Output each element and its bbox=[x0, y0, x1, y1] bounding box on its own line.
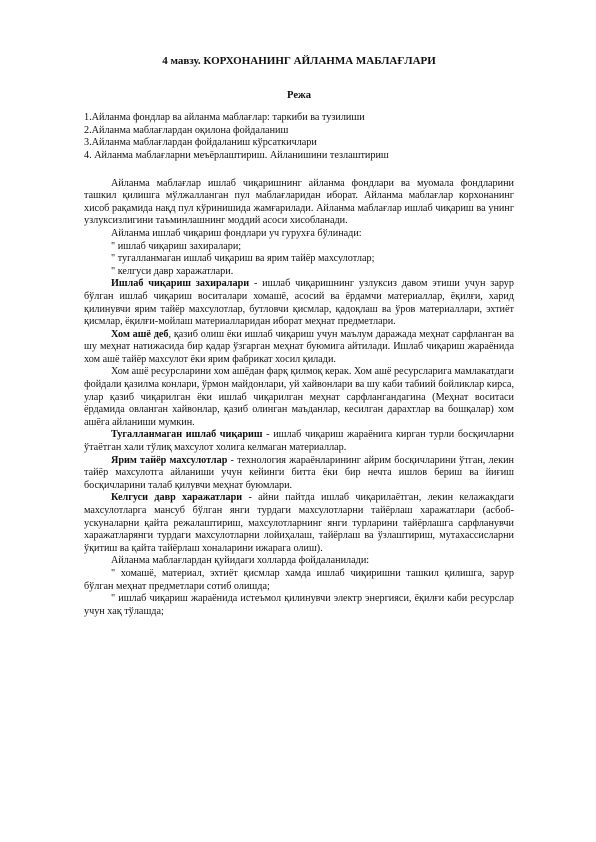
paragraph-raw-material bbox=[84, 329, 514, 367]
term: Келгуси давр харажатлари bbox=[111, 492, 243, 504]
bullet-item: " ишлаб чиқариш жараёнида истеъмол қилинувчи электр энергияси, ёқилғи каби ресурслар учун хақ тўлашда; bbox=[84, 593, 514, 617]
paragraph-intro: Айланма маблағлар ишлаб чиқаришнинг айланма фондлари ва муомала фондларини ташкил қилишга мўлжалланган пул маблағларидан иборат. Айланма маблағлар корхонанинг хисоб рақамида нақд пул кўринишида жамғарилади. Айланма маблағлар ишлаб чиқариш ва унинг узлуксизлигини таъминлашнинг моддий асоси хисобланади. bbox=[84, 177, 514, 227]
paragraph-usage: Айланма маблағлардан қуйидаги холларда фойдаланилади: bbox=[111, 555, 370, 567]
bullet-item: " хомашё, материал, эхтиёт қисмлар хамда ишлаб чиқиришни ташкил қилишга, зарур бўлган меҳнат предметлари сотиб олишда; bbox=[84, 567, 514, 592]
bullet-item: " ишлаб чиқариш захиралари; bbox=[111, 240, 242, 252]
bullet-item: " тугалланмаган ишлаб чиқариш ва ярим тайёр махсулотлар; bbox=[111, 253, 375, 265]
paragraph-groups: Айланма ишлаб чиқариш фондлари уч гурухға бўлинади: bbox=[111, 227, 362, 239]
term: Ишлаб чиқариш захиралари bbox=[111, 278, 250, 290]
paragraph-raw-resources: Хом ашё ресурсларини хом ашёдан фарқ қилмоқ керак. Хом ашё ресурсларига мамлакатдаги фойдали қазилма конлари, ўрмон майдонлари, уй хайвонлари ва шу каби табиий бойликлар кирса, улар қазиб чиқарилган ёки ишлаб чиқарилган меҳнат сарфлангандагина (Меҳнат воситаси ёрдамида овланган хайвонлар, қазиб олинган маъданлар, кесилган дарахтлар ва бошқалар) хом ашёга айланиши мумкин. bbox=[84, 366, 514, 428]
plan-item: 2.Айланма маблағлардан оқилона фойдаланиш bbox=[84, 124, 289, 136]
plan-item: 1.Айланма фондлар ва айланма маблағлар: таркиби ва тузилиши bbox=[84, 112, 365, 124]
plan-list bbox=[84, 112, 514, 162]
plan-heading: Режа bbox=[286, 89, 311, 101]
definition: - ишлаб чиқаришнинг узлуксиз давом этиши учун зарур бўлган ишлаб чиқариш воситалари хомашё, асосий ва ёрдамчи материаллар, ёқилғи, харид қилинувчи ярим тайёр махсулотлар, бутловчи қисмлар, қадоқлаш ва ўров материаллари, эхтиёт қисмлар, ёқилғи-мойлаш материалларидан иборат меҳнат предметлари. bbox=[84, 278, 514, 328]
definition: , қазиб олиш ёки ишлаб чиқариш учун маълум даражада меҳнат сарфланган ва шу меҳнат натижасида бир қадар ўзгарган меҳнат буюмига айтилади. Ишлаб чиқариш жараёнида хом ашё тайёр махсулот ёки ярим фабрикат хосил қилади. bbox=[84, 328, 514, 365]
plan-item: 4. Айланма маблағларни меъёрлаштириш. Айланишини тезлаштириш bbox=[84, 149, 389, 161]
plan-item: 3.Айланма маблағлардан фойдаланиш кўрсаткичлари bbox=[84, 137, 317, 149]
page-title: 4 мавзу. КОРХОНАНИНГ АЙЛАНМА МАБЛАҒЛАРИ bbox=[162, 55, 436, 67]
term: Ярим тайёр махсулотлар bbox=[111, 454, 228, 466]
definition: - технология жараёнларининг айрим босқичларини ўтган, лекин тайёр махсулотга айланиши учун кейинги битта ёки бир нечта ишлов бериш ва йиғиш босқичларини талаб қилувчи меҳнат буюмлари. bbox=[84, 454, 514, 491]
paragraph-future-expenses bbox=[84, 492, 514, 555]
term: Тугалланмаган ишлаб чиқариш bbox=[111, 429, 263, 441]
term: Хом ашё деб bbox=[111, 328, 169, 340]
definition: - ишлаб чиқариш жараёнига кирган турли босқичларни ўтаётган хали тўлиқ махсулот холига келмаган материаллар. bbox=[84, 429, 515, 454]
document-page bbox=[84, 55, 514, 618]
definition: - айни пайтда ишлаб чиқарилаётган, лекин келажакдаги махсулотларга мансуб бўлган янги турдаги махсулотларни тайёрлаш харажатлари (асбоб-ускуналарни қайта режалаштириш, махсулотларнинг янги турларини тайёрлашга сарфланувчи харажатларянги турдаги махсулотларни лойиҳалаш, тайёрлаш ва ўзлаштириш, мутахассисларни ўқитиш ва қайта тайёрлаш хоналарини ижарага олиш). bbox=[84, 492, 514, 554]
paragraph-production-reserves bbox=[84, 278, 514, 328]
paragraph-semi-finished bbox=[84, 455, 514, 493]
bullet-item: " келгуси давр харажатлари. bbox=[111, 265, 234, 277]
paragraph-unfinished-production bbox=[84, 429, 514, 454]
